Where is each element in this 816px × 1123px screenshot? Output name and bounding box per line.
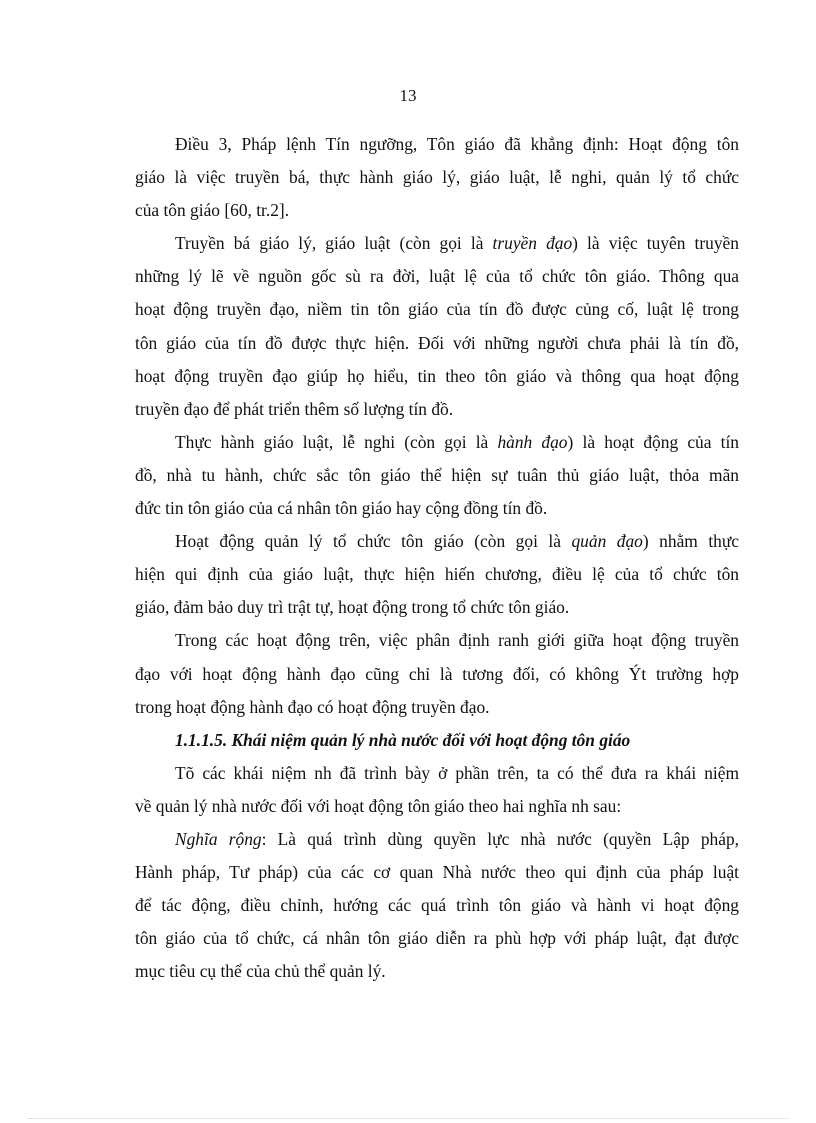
text-segment: Truyền bá giáo lý, giáo luật (còn gọi là [175,233,493,254]
section-heading: 1.1.1.5. Khái niệm quản lý nhà nước đối với hoạt động tôn giáo [175,729,631,750]
italic-term: hành đạo [497,431,568,452]
text-line: Trong các hoạt động trên, việc phân định ranh giới giữa hoạt động truyền [175,630,739,651]
text-line: Tõ các khái niệm nh đã trình bày ở phần trên, ta có thể đưa ra khái niệm [175,762,739,783]
text-segment: ) là hoạt động của tín [567,431,740,452]
text-segment: Hoạt động quản lý tổ chức tôn giáo (còn gọi là [175,531,572,552]
text-line [135,823,739,856]
page-number: 13 [399,86,417,105]
text-line: giáo là việc truyền bá, thực hành giáo lý, giáo luật, lễ nghi, quản lý tổ chức [135,167,739,188]
text-line: truyền đạo để phát triển thêm số lượng tín đồ. [135,398,454,419]
text-line: hoạt động truyền đạo giúp họ hiểu, tin theo tôn giáo và thông qua hoạt động [135,365,739,386]
text-line: trong hoạt động hành đạo có hoạt động truyền đạo. [135,696,490,717]
footer-rule [28,1118,788,1119]
text-line: hoạt động truyền đạo, niềm tin tôn giáo của tín đồ được củng cố, luật lệ trong [135,299,739,320]
text-line: giáo, đảm bảo duy trì trật tự, hoạt động trong tổ chức tôn giáo. [135,597,570,618]
text-line [135,227,739,260]
text-line: những lý lẽ về nguồn gốc sù ra đời, luật lệ của tổ chức tôn giáo. Thông qua [135,266,739,287]
text-line: của tôn giáo [60, tr.2]. [135,200,290,221]
text-line: tôn giáo của tín đồ được thực hiện. Đối với những người chưa phải là tín đồ, [135,332,739,353]
text-line: về quản lý nhà nước đối với hoạt động tôn giáo theo hai nghĩa nh sau: [135,795,622,816]
text-line: Điều 3, Pháp lệnh Tín ngưỡng, Tôn giáo đã khẳng định: Hoạt động tôn [175,134,739,154]
text-segment: Thực hành giáo luật, lễ nghi (còn gọi là [175,431,498,452]
italic-term: quản đạo [571,531,643,552]
italic-term: truyền đạo [492,233,573,254]
italic-term: Nghĩa rộng [175,828,262,849]
text-line: Hành pháp, Tư pháp) của các cơ quan Nhà nước theo qui định của pháp luật [135,862,739,883]
text-segment: ) là việc tuyên truyền [572,233,739,254]
text-line: tôn giáo của tổ chức, cá nhân tôn giáo diễn ra phù hợp với pháp luật, đạt được [135,928,739,949]
text-line: đồ, nhà tu hành, chức sắc tôn giáo thể hiện sự tuân thủ giáo luật, thỏa mãn [135,464,739,485]
text-line: đạo với hoạt động hành đạo cũng chỉ là tương đối, có không Ýt trường hợp [135,663,739,684]
text-segment: : Là quá trình dùng quyền lực nhà nước (quyền Lập pháp, [261,828,739,849]
text-line: mục tiêu cụ thể của chủ thể quản lý. [135,961,386,982]
text-line: hiện qui định của giáo luật, thực hiện hiến chương, điều lệ của tổ chức tôn [135,564,739,585]
text-line [135,525,739,558]
text-line [135,426,739,459]
document-body [135,128,739,988]
text-segment: ) nhằm thực [642,531,739,552]
text-line: đức tin tôn giáo của cá nhân tôn giáo hay cộng đồng tín đồ. [135,498,548,519]
text-line: để tác động, điều chỉnh, hướng các quá trình tôn giáo và hành vi hoạt động [135,895,739,916]
